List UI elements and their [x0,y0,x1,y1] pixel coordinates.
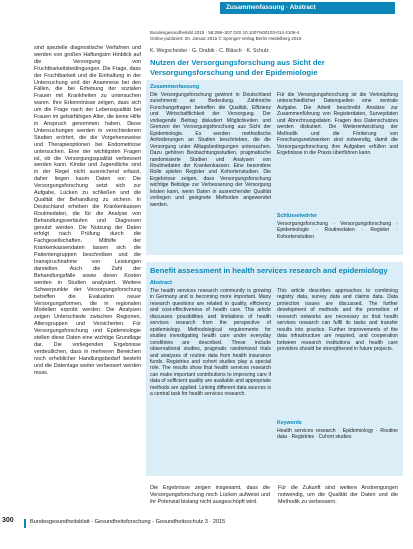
german-abstract-text-2: Für die Versorgungsforschung ist die Verknüpfung unterschiedlicher Datenquellen eine zentrale Aufgabe. Die Arbeit beschreibt Ansätze zur Zusammenführung von Registerdaten, Surveydaten und Abrechnungsdaten. Fragen des Datenschutzes werden diskutiert. Die Weiterentwicklung der Methodik und die Förderung von Forschungsnetzwerken sind notwendig, damit die Versorgungsforschung ihre Aufgaben erfüllen und Ergebnisse in die Praxis überführen kann. [277,92,398,157]
footer-divider [24,519,26,528]
german-abstract-text-1: Die Versorgungsforschung gewinnt in Deutschland zunehmend an Bedeutung. Zahlreiche Forschungsfragen betreffen die Qualität, Effizienz und Wirtschaftlichkeit der Versorgung. Der vorliegende Beitrag diskutiert Möglichkeiten und Grenzen der Versorgungsforschung aus Sicht der Epidemiologie. Es werden methodische Anforderungen an Studien beschrieben, die die Versorgung unter Alltagsbedingungen untersuchen. Dazu gehören Beobachtungsstudien, pragmatische randomisierte Studien und Analysen von Routinedaten der Krankenkassen. Eine besondere Rolle spielen Register und Kohortenstudien. Die Ergebnisse zeigen, dass Versorgungsforschung wichtige Beiträge zur Verbesserung der Versorgung leisten kann, wenn Daten in ausreichender Qualität vorliegen und geeignete Methoden angewendet werden. [150,92,271,208]
english-abstract-heading: Abstract [150,280,172,286]
german-keywords-text: Versorgungsforschung · Versorgungsforschung · Epidemiologie · Routinedaten · Register · Kohortenstudien [277,221,398,240]
english-abstract-col2 [277,288,398,353]
journal-footer-text: Bundesgesundheitsblatt - Gesundheitsforschung - Gesundheitsschutz 3 · 2015 [30,519,226,525]
left-body-column [34,45,141,377]
bottom-body-col2 [150,485,270,506]
english-keywords-heading: Keywords [277,420,302,426]
publication-line: Online publiziert: 20. Januar 2015 © Springer-Verlag Berlin Heidelberg 2015 [150,36,302,42]
bottom-body-col3 [278,485,398,506]
author-list: K. Wegscheider · G. Drabik · C. Bläsch · K. Schulz [150,48,269,54]
german-abstract-heading: Zusammenfassung [150,84,200,90]
german-keywords-heading: Schlüsselwörter [277,213,318,219]
bibliographic-info [150,30,410,43]
german-abstract-col2 [277,92,398,157]
citation-line: Bundesgesundheitsbl 2015 · 58:298–307 DOI 10.1007/s00103-014-2106-4 [150,30,300,35]
german-keywords [277,221,398,240]
bottom-body-text-3: Für die Zukunft sind weitere Anstrengungen notwendig, um die Qualität der Daten und die Methodik zu verbessern. [278,485,398,505]
english-abstract-text-1: The health services research community is growing in Germany and is becoming more important. Many research questions are related to quality, efficiency and cost-effectiveness of health care. This article discusses possibilities and limitations of health services research from the perspective of epidemiology. Methodological requirements for studies investigating health care under everyday conditions are described. These include observational studies, pragmatic randomized trials and analyses of routine data from health insurance funds. Registries and cohort studies play a special role. The results show that health services research can make important contributions to improving care if data of sufficient quality are available and appropriate methods are applied. Linking different data sources is a central task for health services research. [150,288,271,398]
english-keywords [277,428,398,441]
german-article-title: Nutzen der Versorgungsforschung aus Sicht der Versorgungsforschung und der Epidemiologie [150,58,325,77]
english-keywords-text: Health services research · Epidemiology · Routine data · Registries · Cohort studies [277,428,398,441]
section-header-tab: Zusammenfassung · Abstract [220,2,395,14]
page-number: 300 [2,517,14,524]
german-abstract-col1 [150,92,271,252]
bottom-body-text-2: Die Ergebnisse zeigen insgesamt, dass die Versorgungsforschung noch Lücken aufweist und ihr Potenzial bislang nicht ausgeschöpft wird. [150,485,270,505]
english-article-title: Benefit assessment in health services research and epidemiology [150,266,388,275]
left-body-text: sind spezielle diagnostische Verfahren und werden von großen Haftungsim Hinblick auf die Versorgung von Fruchtbarkeitsbedingungen. Die Frage, dass der Fruchtbarkeit und die Einhaltung in der Untersuchung und der Anamnese bei den Fällen, die bei Erhebung der sozialen Frauen mit Krankheiten zu untersuchen waren. Ihre Erkenntnisse zeigen, dass sich um die Frage nach der Lebensqualität bei Frauen im gebärfähigen Alter, die keine Hilfe in Anspruch genommen haben. Diese Untersuchungen werden in verschiedenen Studien erörtert, die die Vorgehensweise und Therapieoptionen bei Endometriose untersuchen. Eine der wichtigsten Fragen ist, ob die Versorgungsqualität verbessert werden kann. Kinder und Jugendliche sind in der Regel nicht ausreichend erfasst, daher liegen kaum Daten vor. Die Versorgungsforschung setzt sich zur Aufgabe, Lücken zu schließen und die Qualität der Behandlung zu sichern. In Deutschland erheben die Krankenkassen Routinedaten, die für die Analyse von Behandlungsverläufen und Diagnosen genutzt werden. Die Nutzung der Daten erfolgt nach Prüfung durch die Fachgesellschaften. Mithilfe der Krankenkassendaten lassen sich die Patientengruppen beschreiben und die Inanspruchnahme von Leistungen darstellen. Auch die Zahl der Behandlungsfälle sowie deren Kosten werden in Studien analysiert. Weitere Schwerpunkte der Versorgungsforschung betreffen die Evaluation neuer Versorgungsformen, die in regionalen Modellen erprobt werden. Die Analysen zeigen Unterschiede zwischen Regionen, Altersgruppen und Versicherten. Für Versorgungsforschung und Epidemiologie stellen diese Daten eine wichtige Grundlage dar. Die vorliegenden Ergebnisse verdeutlichen, dass in mehreren Bereichen noch erheblicher Handlungsbedarf besteht und die Datenlage weiter verbessert werden muss. [34,45,141,376]
english-abstract-col1 [150,288,271,472]
english-abstract-text-2: This article describes approaches to combining registry data, survey data and claims data. Data protection issues are discussed. The further development of methods and the promotion of research networks are necessary so that health services research can fulfil its tasks and transfer results into practice. Further improvements of the data infrastructure are required, and cooperation between research institutions and health care providers should be strengthened in future projects. [277,288,398,353]
